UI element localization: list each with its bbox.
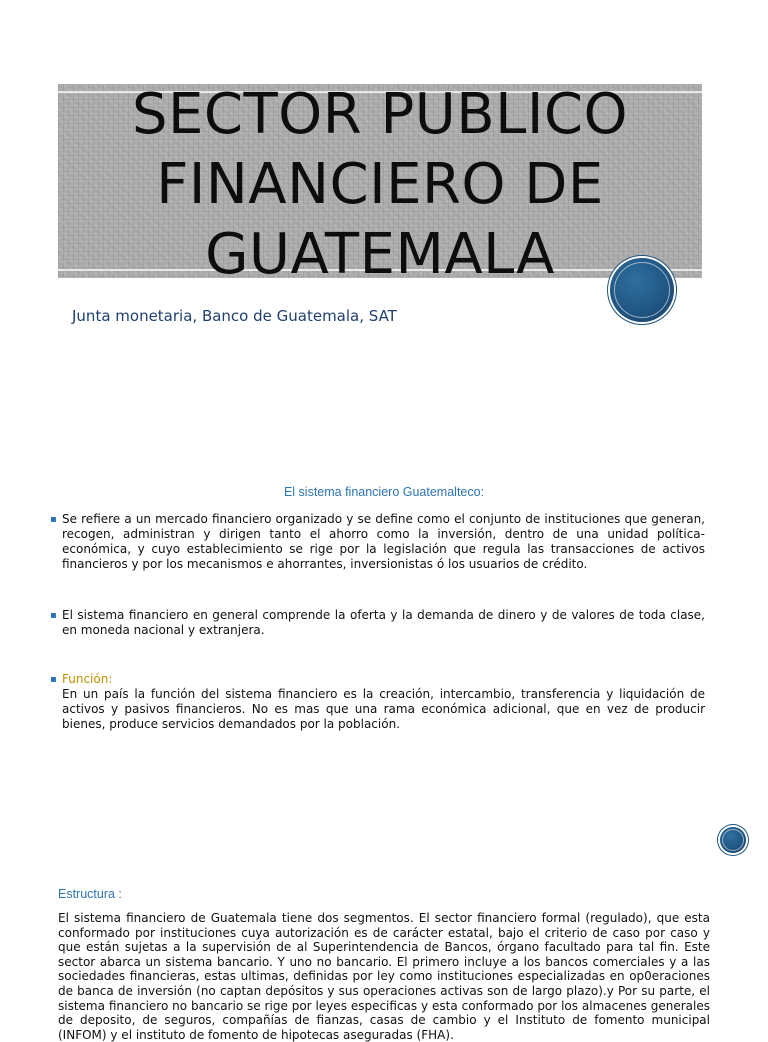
- bullet-square-icon: ▪: [50, 674, 57, 685]
- content-slide-sistema: [0, 455, 768, 875]
- title-line-1: SECTOR PUBLICO: [131, 82, 629, 147]
- decorative-circle-icon: [610, 258, 674, 322]
- section-heading: Estructura :: [58, 887, 122, 901]
- funcion-label: Función:: [62, 672, 113, 686]
- slide-subtitle: Junta monetaria, Banco de Guatemala, SAT: [72, 307, 397, 325]
- title-line-3: GUATEMALA: [205, 222, 555, 287]
- bullet-text: El sistema financiero en general comprende la oferta y la demanda de dinero y de valores de toda clase, en moneda nacional y extranjera.: [62, 608, 705, 637]
- bullet-text: Se refiere a un mercado financiero organizado y se define como el conjunto de instituciones que generan, recogen, administran y dirigen tanto el ahorro como la inversión, dentro de una unidad política-económica, y cuyo establecimiento se rige por la legislación que regula las transacciones de activos financieros y por los mecanismos e ahorrantes, inversionistas ó los usuarios de crédito.: [62, 512, 705, 571]
- content-slide-estructura: [0, 875, 768, 1042]
- bullet-item-funcion: [50, 672, 705, 732]
- section-heading: El sistema financiero Guatemalteco:: [283, 485, 485, 499]
- bullet-square-icon: ▪: [50, 514, 57, 525]
- funcion-text: En un país la función del sistema financiero es la creación, intercambio, transferencia y liquidación de activos y pasivos financieros. No es mas que una rama económica adicional, que en vez de producir bienes, produce servicios demandados por la población.: [62, 687, 705, 731]
- slide-title: [58, 80, 702, 290]
- decorative-circle-icon: [720, 827, 746, 853]
- title-slide: [0, 0, 768, 450]
- bullet-item: [50, 608, 705, 638]
- title-line-2: FINANCIERO DE: [156, 152, 604, 217]
- bullet-item: [50, 512, 705, 572]
- bullet-square-icon: ▪: [50, 610, 57, 621]
- estructura-paragraph: El sistema financiero de Guatemala tiene dos segmentos. El sector financiero formal (regulado), que esta conformado por instituciones cuya autorización es de carácter estatal, bajo el criterio de caso por caso y que están sujetas a la supervisión de al Superintendencia de Bancos, órgano facultado para tal fin. Este sector abarca un sistema bancario. Y uno no bancario. El primero incluye a los bancos comerciales y a las sociedades financieras, estas ultimas, definidas por ley como instituciones especializadas en op0eraciones de banca de inversión (no captan depósitos y sus operaciones activas son de largo plazo).y Por su parte, el sistema financiero no bancario se rige por leyes especificas y esta conformado por los almacenes generales de deposito, de seguros, compañías de fianzas, casas de cambio y el Instituto de fomento municipal (INFOM) y el instituto de fomento de hipotecas aseguradas (FHA).: [58, 911, 710, 1042]
